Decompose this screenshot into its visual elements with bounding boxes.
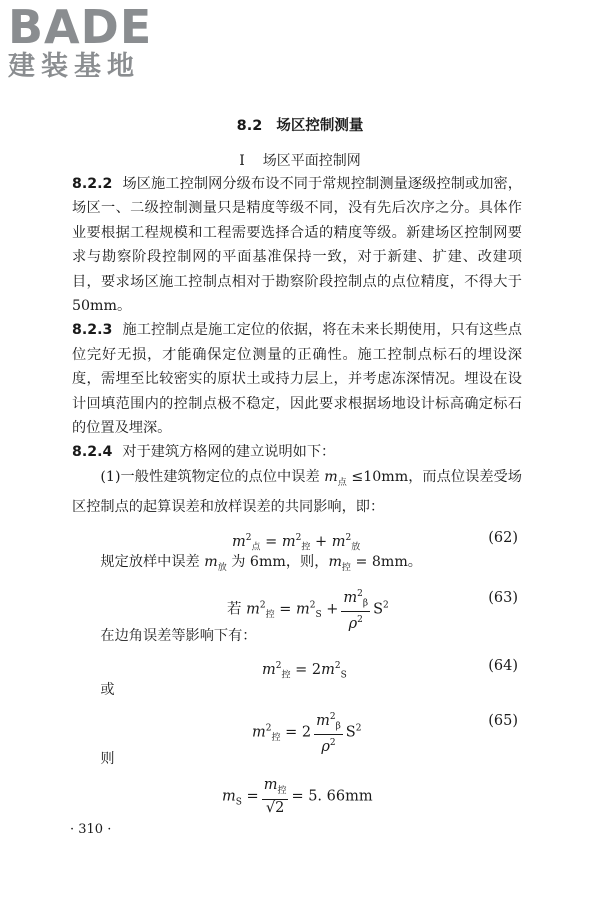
- equation-65-formula: $m^2_控 = 2$ $\frac{m^2_\beta}{\rho^2}$ $S^2$: [252, 709, 361, 756]
- clause-text: 施工控制点是施工定位的依据，将在未来长期使用，只有这些点位完好无损，才能确保定位测量的正确性。施工控制点标石的埋设深度，需埋至比较密实的原状土或持力层上，并考虑冻深情况。埋设在设计回填范围内的控制点极不稳定，因此要求根据场地设计标高确定标石的位置及埋深。: [72, 322, 522, 437]
- equation-63: [72, 580, 522, 633]
- equation-label: (65): [488, 712, 518, 729]
- section-title: [0, 114, 600, 135]
- clause-intro: 对于建筑方格网的建立说明如下：: [122, 444, 336, 461]
- equation-label: (62): [488, 529, 518, 546]
- equation-62: [72, 520, 522, 553]
- equation-65: [72, 703, 522, 756]
- equation-final-formula: $m_S$ = $\frac{m_控}{√2}$ = 5. 66mm: [222, 776, 373, 816]
- rule-sentence: 规定放样中误差 $m_放$ 为 6mm，则，$m_控 = 8mm$。: [100, 553, 422, 573]
- subsection-title: [0, 150, 600, 170]
- equation-label: (64): [488, 658, 518, 675]
- then-word: 则: [100, 750, 115, 767]
- clause-text: 场区施工控制网分级布设不同于常规控制测量逐级控制或加密，场区一、二级控制测量只是精度等级不同，没有先后次序之分。具体作业要根据工程规模和工程需要选择合适的精度等级。新建场区控制网要求与勘察阶段控制网的平面基准保持一致，对于新建、扩建、改建项目，要求场区施工控制点相对于勘察阶段控制点的点位精度，不得大于 50mm。: [72, 176, 522, 315]
- page-number: · 310 ·: [70, 822, 112, 837]
- clause-8-2-3: [72, 318, 522, 440]
- equation-label: (63): [488, 589, 518, 606]
- final-result: = 5. 66mm: [291, 788, 373, 805]
- equation-final: [72, 771, 522, 815]
- item-1-text-a: (1)一般性建筑物定位的点位中误差: [100, 468, 320, 485]
- subsection-heading: 场区平面控制网: [262, 153, 361, 169]
- section-heading: 场区控制测量: [276, 118, 364, 134]
- document-body: [72, 172, 522, 815]
- equation-64-formula: $m^2_控 = 2m^2_S$: [262, 661, 347, 681]
- clause-number: 8.2.2: [72, 176, 113, 192]
- section-number: 8.2: [236, 118, 263, 134]
- logo-wordmark: BADE: [8, 0, 153, 54]
- equation-62-formula: $m^2_点 = m^2_控 + m^2_放$: [232, 532, 361, 553]
- or-word: 或: [100, 682, 115, 699]
- clause-8-2-2: [72, 172, 522, 318]
- if-word: 若: [227, 601, 242, 618]
- clause-number: 8.2.4: [72, 444, 113, 461]
- rule-text-b: 为 6mm，则，: [231, 553, 329, 570]
- item-1-text-b: ≤10mm，而点位误差受场区控制点的起算误差和放样误差的共同影响，即：: [72, 468, 522, 516]
- edge-sentence: 在边角误差等影响下有：: [100, 627, 257, 644]
- subsection-roman: I: [239, 153, 245, 169]
- logo-subtitle: 建装基地: [8, 51, 140, 82]
- equation-64: [72, 648, 522, 681]
- clause-number: 8.2.3: [72, 322, 113, 339]
- bade-logo: [8, 0, 178, 86]
- clause-8-2-4: [72, 440, 522, 464]
- rule-text-c: = 8mm。: [355, 553, 422, 570]
- equation-63-formula: 若 $m^2_控 = m^2_S$ + $\frac{m^2_\beta}{\rho^2}$ $S^2$: [227, 586, 389, 633]
- rule-text-a: 规定放样中误差: [100, 553, 200, 570]
- item-1: (1)一般性建筑物定位的点位中误差 $m_点 \le 10mm$，而点位误差受场区控制点的起算误差和放样误差的共同影响，即：: [72, 468, 522, 516]
